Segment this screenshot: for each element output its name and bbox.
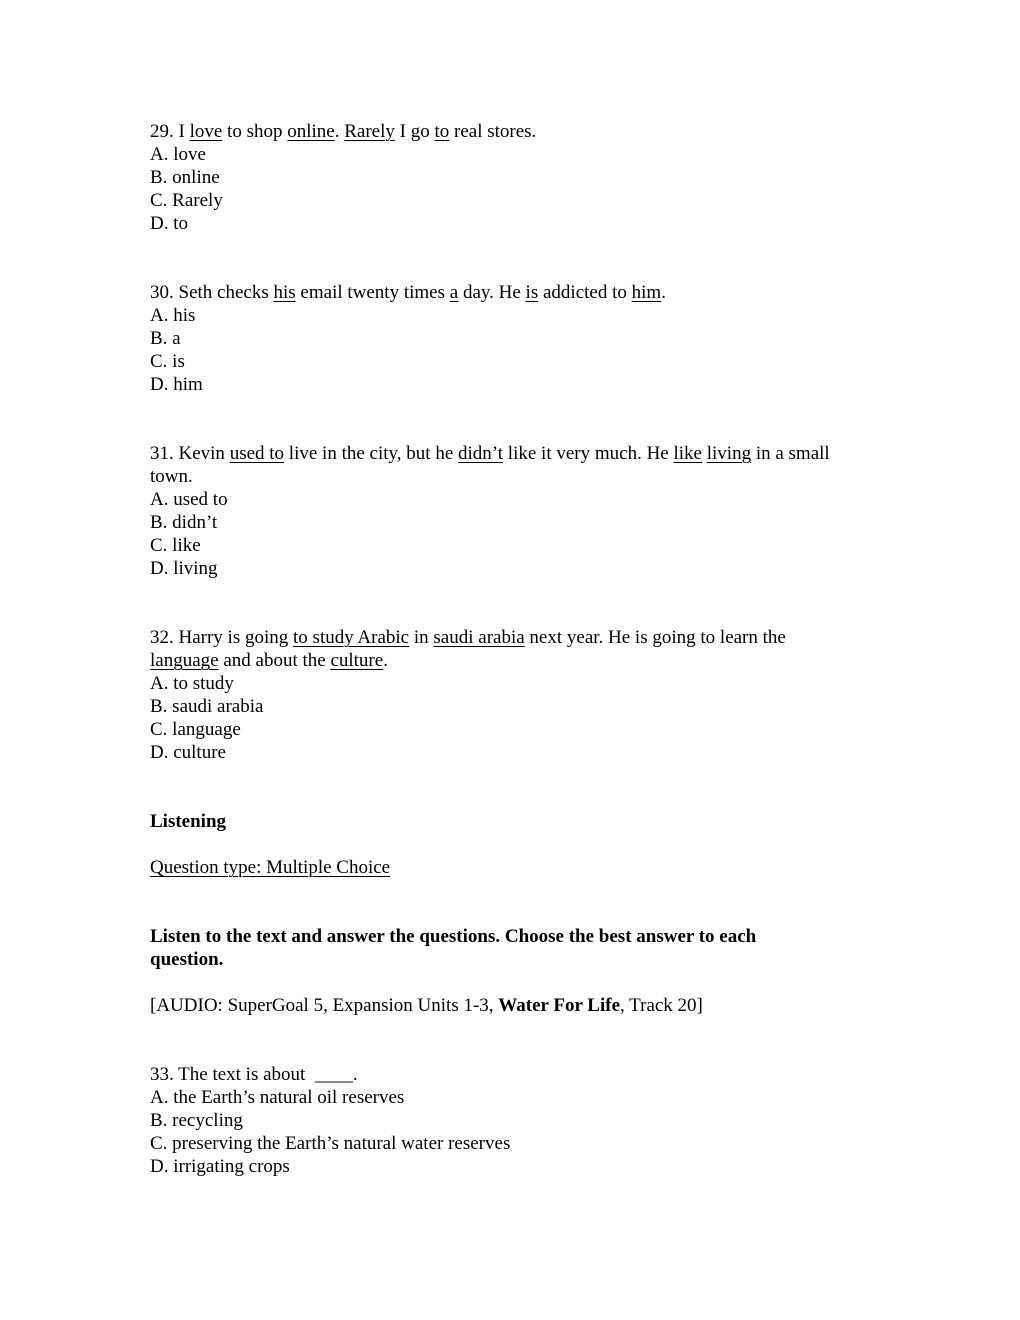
text-segment: 33. The text is about ____. [150, 1064, 358, 1085]
answer-option [150, 1086, 880, 1109]
text-segment: , Track 20] [620, 995, 703, 1016]
text-segment: and about the [218, 650, 331, 671]
underlined-text: saudi arabia [433, 627, 525, 648]
section-heading-listening [150, 810, 880, 833]
text-segment: D. living [150, 558, 218, 579]
text-segment: in [409, 627, 434, 648]
underlined-text: to [434, 121, 450, 142]
text-segment: D. culture [150, 742, 226, 763]
text-segment: addicted to [538, 282, 632, 303]
underlined-text: used to [229, 443, 285, 464]
text-segment: A. used to [150, 489, 228, 510]
answer-option [150, 718, 880, 741]
text-segment: A. love [150, 144, 206, 165]
bold-text: Water For Life [498, 995, 621, 1016]
underlined-text: living [706, 443, 752, 464]
bold-text: Listen to the text and answer the questions. Choose the best answer to each [150, 926, 757, 947]
underlined-text: Rarely [344, 121, 395, 142]
text-segment: email twenty times [295, 282, 450, 303]
text-line [150, 442, 880, 465]
text-segment: D. to [150, 213, 188, 234]
question-type [150, 856, 880, 879]
underlined-text: didn’t [458, 443, 504, 464]
underlined-text: online [287, 121, 335, 142]
text-line [150, 465, 880, 488]
text-segment: [AUDIO: SuperGoal 5, Expansion Units 1-3, [150, 995, 499, 1016]
question-32 [150, 626, 880, 764]
underlined-text: like [673, 443, 702, 464]
answer-option [150, 488, 880, 511]
text-segment: B. saudi arabia [150, 696, 264, 717]
text-segment: D. him [150, 374, 203, 395]
text-segment: 29. I [150, 121, 190, 142]
text-segment: B. a [150, 328, 181, 349]
text-line [150, 649, 880, 672]
answer-option [150, 695, 880, 718]
underlined-text: culture [330, 650, 384, 671]
answer-option [150, 511, 880, 534]
text-segment: C. language [150, 719, 241, 740]
answer-option [150, 143, 880, 166]
answer-option [150, 212, 880, 235]
text-segment: 32. Harry is going [150, 627, 294, 648]
underlined-text: his [273, 282, 296, 303]
underlined-text: him [631, 282, 662, 303]
audio-reference [150, 994, 880, 1017]
answer-option [150, 327, 880, 350]
text-segment: C. like [150, 535, 201, 556]
text-segment: B. recycling [150, 1110, 243, 1131]
text-segment: . [334, 121, 345, 142]
text-segment: C. preserving the Earth’s natural water reserves [150, 1133, 511, 1154]
text-segment: real stores. [449, 121, 537, 142]
underlined-text: is [525, 282, 539, 303]
text-segment: to shop [222, 121, 288, 142]
text-line [150, 281, 880, 304]
text-segment: day. He [458, 282, 526, 303]
text-line [150, 925, 880, 948]
text-segment: C. Rarely [150, 190, 223, 211]
underlined-text: Question type: Multiple Choice [150, 857, 391, 878]
text-line [150, 948, 880, 971]
answer-option [150, 1155, 880, 1178]
text-segment: like it very much. He [503, 443, 674, 464]
text-line [150, 856, 880, 879]
underlined-text: to study Arabic [293, 627, 410, 648]
answer-option [150, 373, 880, 396]
answer-option [150, 166, 880, 189]
bold-text: Listening [150, 811, 227, 832]
underlined-text: language [150, 650, 219, 671]
question-33 [150, 1063, 880, 1178]
answer-option [150, 534, 880, 557]
answer-option [150, 557, 880, 580]
text-segment: C. is [150, 351, 185, 372]
text-line [150, 626, 880, 649]
question-29 [150, 120, 880, 235]
text-line [150, 810, 880, 833]
text-line [150, 994, 880, 1017]
text-segment: in a small [751, 443, 830, 464]
underlined-text: love [189, 121, 223, 142]
text-segment: 30. Seth checks [150, 282, 274, 303]
text-segment: A. to study [150, 673, 234, 694]
text-segment: . [383, 650, 388, 671]
underlined-text: a [449, 282, 459, 303]
answer-option [150, 672, 880, 695]
question-31 [150, 442, 880, 580]
text-line [150, 1063, 880, 1086]
text-segment: A. the Earth’s natural oil reserves [150, 1087, 405, 1108]
text-segment: A. his [150, 305, 196, 326]
answer-option [150, 1132, 880, 1155]
text-segment: live in the city, but he [284, 443, 458, 464]
text-segment: town. [150, 466, 193, 487]
text-segment: B. online [150, 167, 220, 188]
text-line [150, 120, 880, 143]
text-segment: B. didn’t [150, 512, 218, 533]
question-30 [150, 281, 880, 396]
text-segment: next year. He is going to learn the [524, 627, 786, 648]
bold-text: question. [150, 949, 224, 970]
text-segment: D. irrigating crops [150, 1156, 290, 1177]
answer-option [150, 189, 880, 212]
answer-option [150, 1109, 880, 1132]
text-segment: 31. Kevin [150, 443, 230, 464]
answer-option [150, 304, 880, 327]
text-segment: . [661, 282, 666, 303]
instructions [150, 925, 880, 971]
answer-option [150, 350, 880, 373]
answer-option [150, 741, 880, 764]
text-segment: I go [394, 121, 435, 142]
